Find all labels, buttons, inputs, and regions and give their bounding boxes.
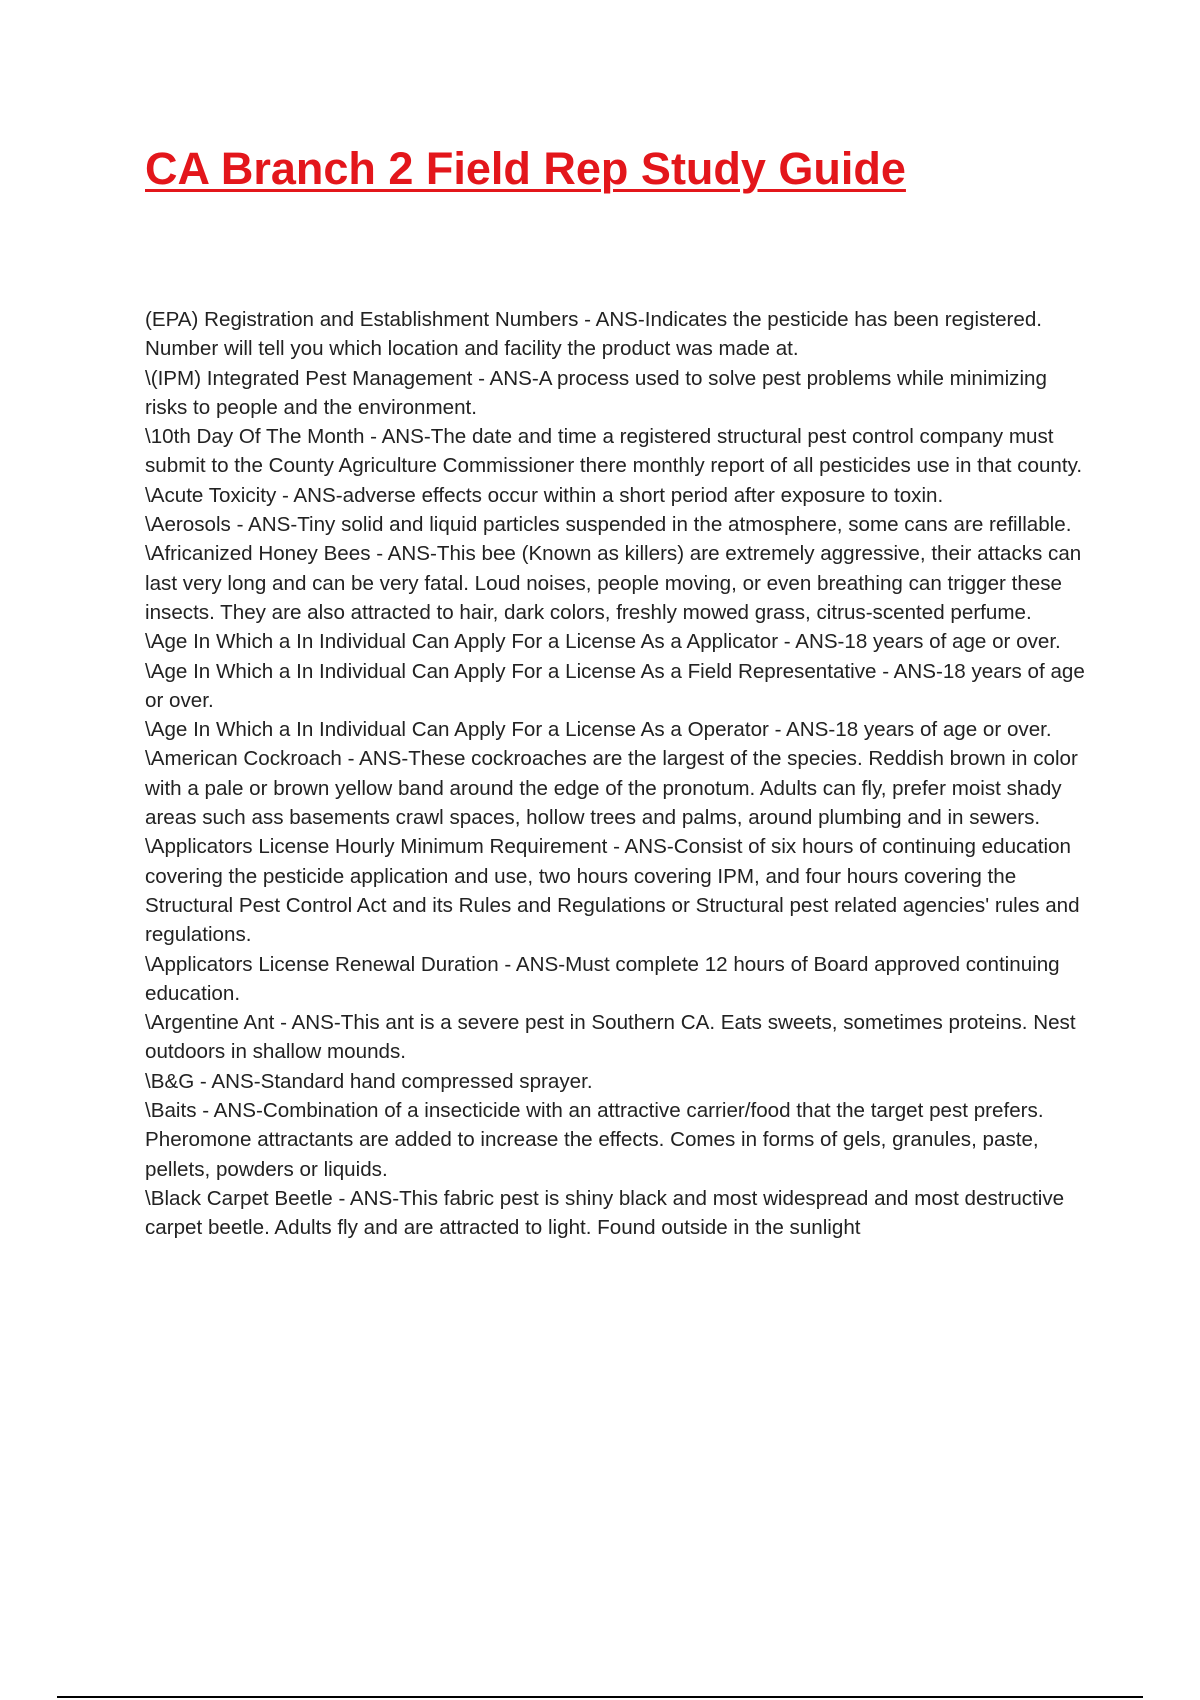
entry-applicators-renewal-duration: \Applicators License Renewal Duration - ANS-Must complete 12 hours of Board approved continuing education. <box>145 952 1060 1005</box>
entry-bg-sprayer: \B&G - ANS-Standard hand compressed sprayer. <box>145 1069 593 1093</box>
document-title: CA Branch 2 Field Rep Study Guide <box>145 143 906 194</box>
entry-aerosols: \Aerosols - ANS-Tiny solid and liquid particles suspended in the atmosphere, some cans are refillable. <box>145 513 1072 537</box>
entry-american-cockroach: \American Cockroach - ANS-These cockroaches are the largest of the species. Reddish brown in color with a pale or brown yellow band around the edge of the pronotum. Adults can fly, prefer moist shady areas such ass basements crawl spaces, hollow trees and palms, around plumbing and in sewers. <box>145 747 1078 830</box>
entry-ipm: \(IPM) Integrated Pest Management - ANS-A process used to solve pest problems while minimizing risks to people and the environment. <box>145 366 1047 419</box>
entry-10th-day: \10th Day Of The Month - ANS-The date and time a registered structural pest control company must submit to the County Agriculture Commissioner there monthly report of all pesticides use in that county. <box>145 425 1083 478</box>
entry-africanized-honey-bees: \Africanized Honey Bees - ANS-This bee (Known as killers) are extremely aggressive, their attacks can last very long and can be very fatal. Loud noises, people moving, or even breathing can trigger these insects. They are also attracted to hair, dark colors, freshly mowed grass, citrus-scented perfume. <box>145 542 1082 624</box>
entry-applicators-hourly-minimum: \Applicators License Hourly Minimum Requirement - ANS-Consist of six hours of continuing education covering the pesticide application and use, two hours covering IPM, and four hours covering the Structural Pest Control Act and its Rules and Regulations or Structural pest related agencies' rules and regulations. <box>145 835 1080 947</box>
footer-divider <box>57 1696 1143 1698</box>
entry-black-carpet-beetle: \Black Carpet Beetle - ANS-This fabric pest is shiny black and most widespread and most destructive carpet beetle. Adults fly and are attracted to light. Found outside in the sunlight <box>145 1186 1065 1240</box>
entry-baits: \Baits - ANS-Combination of a insecticide with an attractive carrier/food that the target pest prefers. Pheromone attractants are added to increase the effects. Comes in forms of gels, granules, paste, pellets, powders or liquids. <box>145 1099 1044 1181</box>
entry-acute-toxicity: \Acute Toxicity - ANS-adverse effects occur within a short period after exposure to toxin. <box>145 483 944 507</box>
entry-age-field-representative: \Age In Which a In Individual Can Apply For a License As a Field Representative - ANS-18 years of age or over. <box>145 659 1085 712</box>
study-guide-entries <box>145 305 1090 1243</box>
entry-argentine-ant: \Argentine Ant - ANS-This ant is a severe pest in Southern CA. Eats sweets, sometimes proteins. Nest outdoors in shallow mounds. <box>145 1011 1076 1064</box>
entry-age-operator: \Age In Which a In Individual Can Apply For a License As a Operator - ANS-18 years of age or over. <box>145 718 1052 742</box>
entry-age-applicator: \Age In Which a In Individual Can Apply For a License As a Applicator - ANS-18 years of age or over. <box>145 630 1061 654</box>
entry-epa-registration: (EPA) Registration and Establishment Numbers - ANS-Indicates the pesticide has been registered. Number will tell you which location and facility the product was made at. <box>145 308 1043 361</box>
